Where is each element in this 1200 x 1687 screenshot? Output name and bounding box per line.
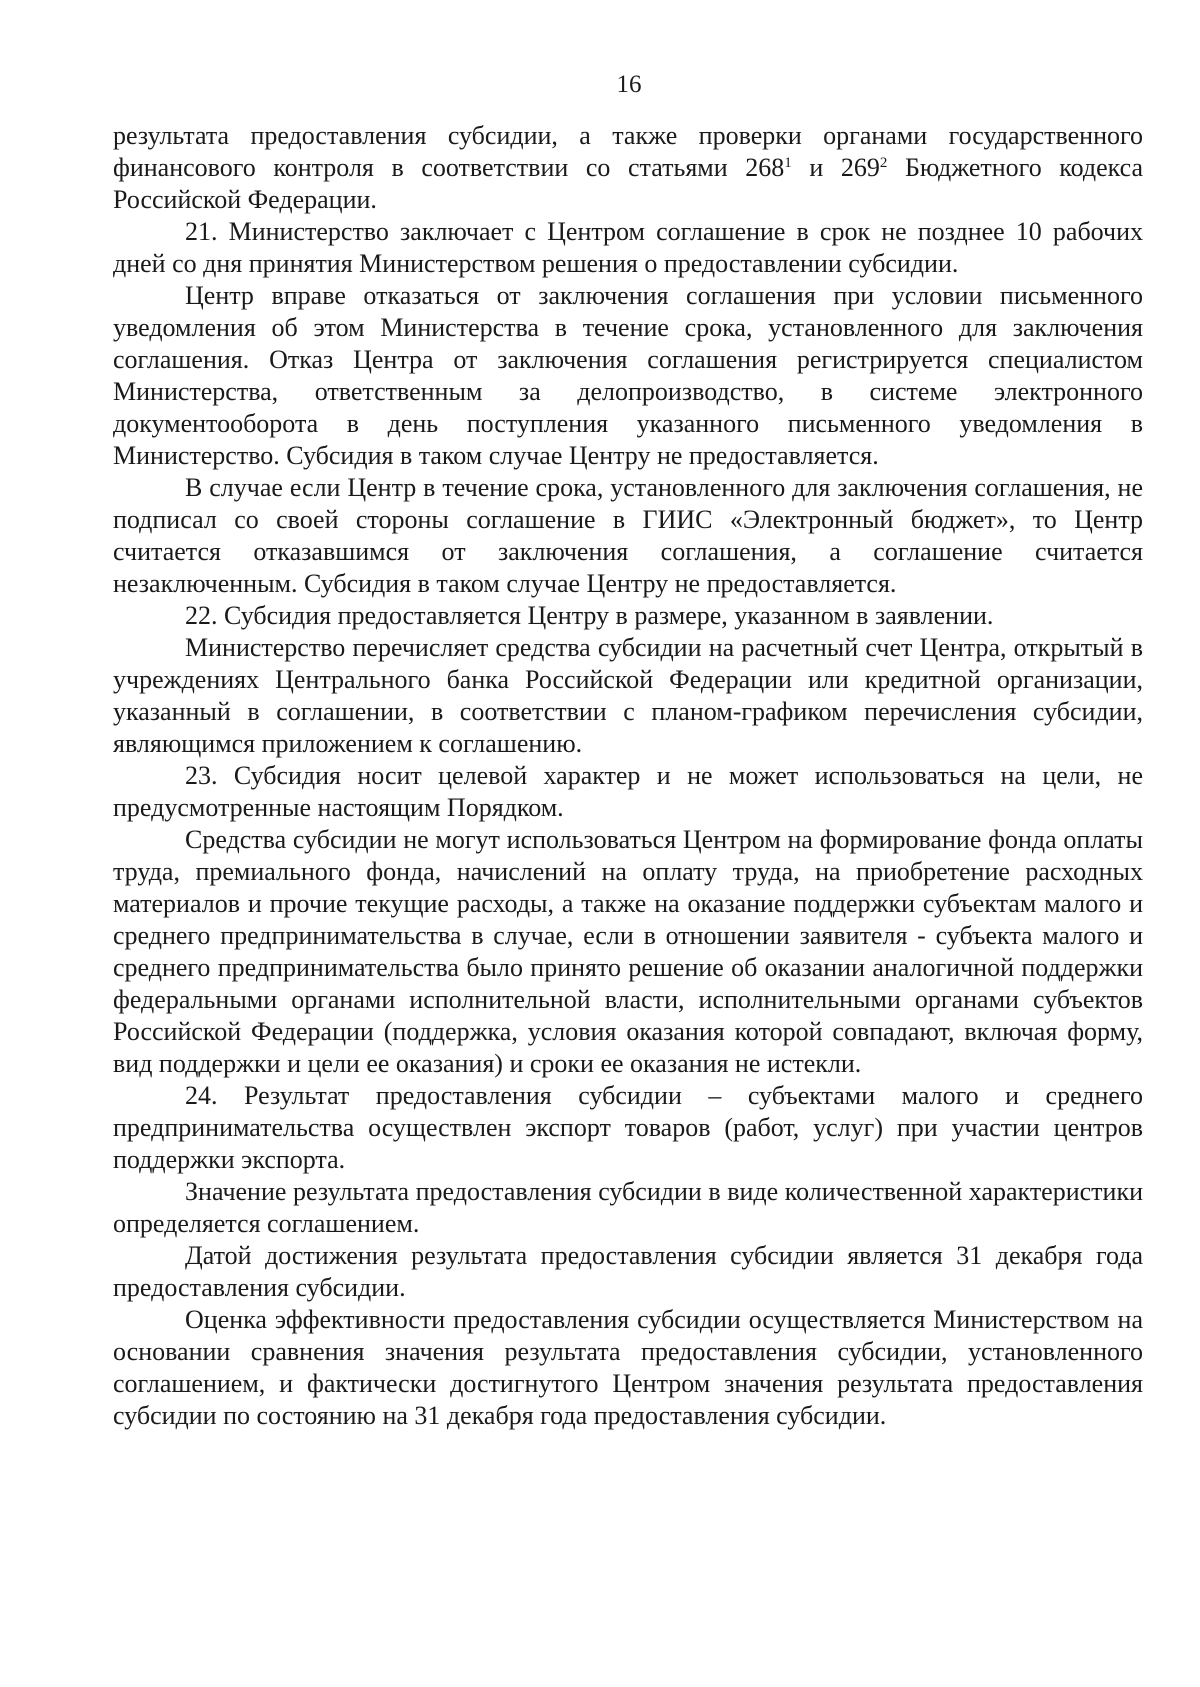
paragraph-result-date: Датой достижения результата предоставления субсидии является 31 декабря года предоставления субсидии.	[113, 1241, 1143, 1302]
document-body	[113, 120, 1143, 1432]
paragraph-24: 24. Результат предоставления субсидии – субъектами малого и среднего предпринимательства осуществлен экспорт товаров (работ, услуг) при участии центров поддержки экспорта.	[113, 1081, 1143, 1174]
paragraph-refusal: Центр вправе отказаться от заключения соглашения при условии письменного уведомления об этом Министерства в течение срока, установленного для заключения соглашения. Отказ Центра от заключения соглашения регистрируется специалистом Министерства, ответственным за делопроизводство, в системе электронного документооборота в день поступления указанного письменного уведомления в Министерство. Субсидия в таком случае Центру не предоставляется.	[113, 281, 1143, 470]
superscript: 1	[784, 155, 792, 171]
paragraph-evaluation: Оценка эффективности предоставления субсидии осуществляется Министерством на основании сравнения значения результата предоставления субсидии, установленного соглашением, и фактически достигнутого Центром значения результата предоставления субсидии по состоянию на 31 декабря года предоставления субсидии.	[113, 1305, 1143, 1430]
superscript: 2	[879, 155, 888, 171]
paragraph-text: результата предоставления субсидии, а также проверки органами государственного финансового контроля в соответствии со статьями 268	[113, 121, 1143, 182]
paragraph-result-value: Значение результата предоставления субсидии в виде количественной характеристики определяется соглашением.	[113, 1177, 1143, 1238]
paragraph-transfer: Министерство перечисляет средства субсидии на расчетный счет Центра, открытый в учреждениях Центрального банка Российской Федерации или кредитной организации, указанный в соглашении, в соответствии с планом-графиком перечисления субсидии, являющимся приложением к соглашению.	[113, 633, 1143, 758]
paragraph-text: и 269	[791, 153, 880, 182]
page-number: 16	[616, 71, 642, 98]
paragraph-continuation	[113, 120, 1143, 216]
paragraph-restrictions: Средства субсидии не могут использоваться Центром на формирование фонда оплаты труда, премиального фонда, начислений на оплату труда, на приобретение расходных материалов и прочие текущие расходы, а также на оказание поддержки субъектам малого и среднего предпринимательства в случае, если в отношении заявителя - субъекта малого и среднего предпринимательства было принято решение об оказании аналогичной поддержки федеральными органами исполнительной власти, исполнительными органами субъектов Российской Федерации (поддержка, условия оказания которой совпадают, включая форму, вид поддержки и цели ее оказания) и сроки ее оказания не истекли.	[113, 825, 1143, 1078]
paragraph-21: 21. Министерство заключает с Центром соглашение в срок не позднее 10 рабочих дней со дня принятия Министерством решения о предоставлении субсидии.	[113, 217, 1143, 278]
paragraph-23: 23. Субсидия носит целевой характер и не может использоваться на цели, не предусмотренные настоящим Порядком.	[113, 761, 1143, 822]
paragraph-text: Бюджетного кодекса Российской Федерации.	[113, 153, 1144, 214]
paragraph-22: 22. Субсидия предоставляется Центру в размере, указанном в заявлении.	[185, 601, 994, 630]
paragraph-unsigned: В случае если Центр в течение срока, установленного для заключения соглашения, не подписал со своей стороны соглашение в ГИИС «Электронный бюджет», то Центр считается отказавшимся от заключения соглашения, а соглашение считается незаключенным. Субсидия в таком случае Центру не предоставляется.	[113, 473, 1143, 598]
